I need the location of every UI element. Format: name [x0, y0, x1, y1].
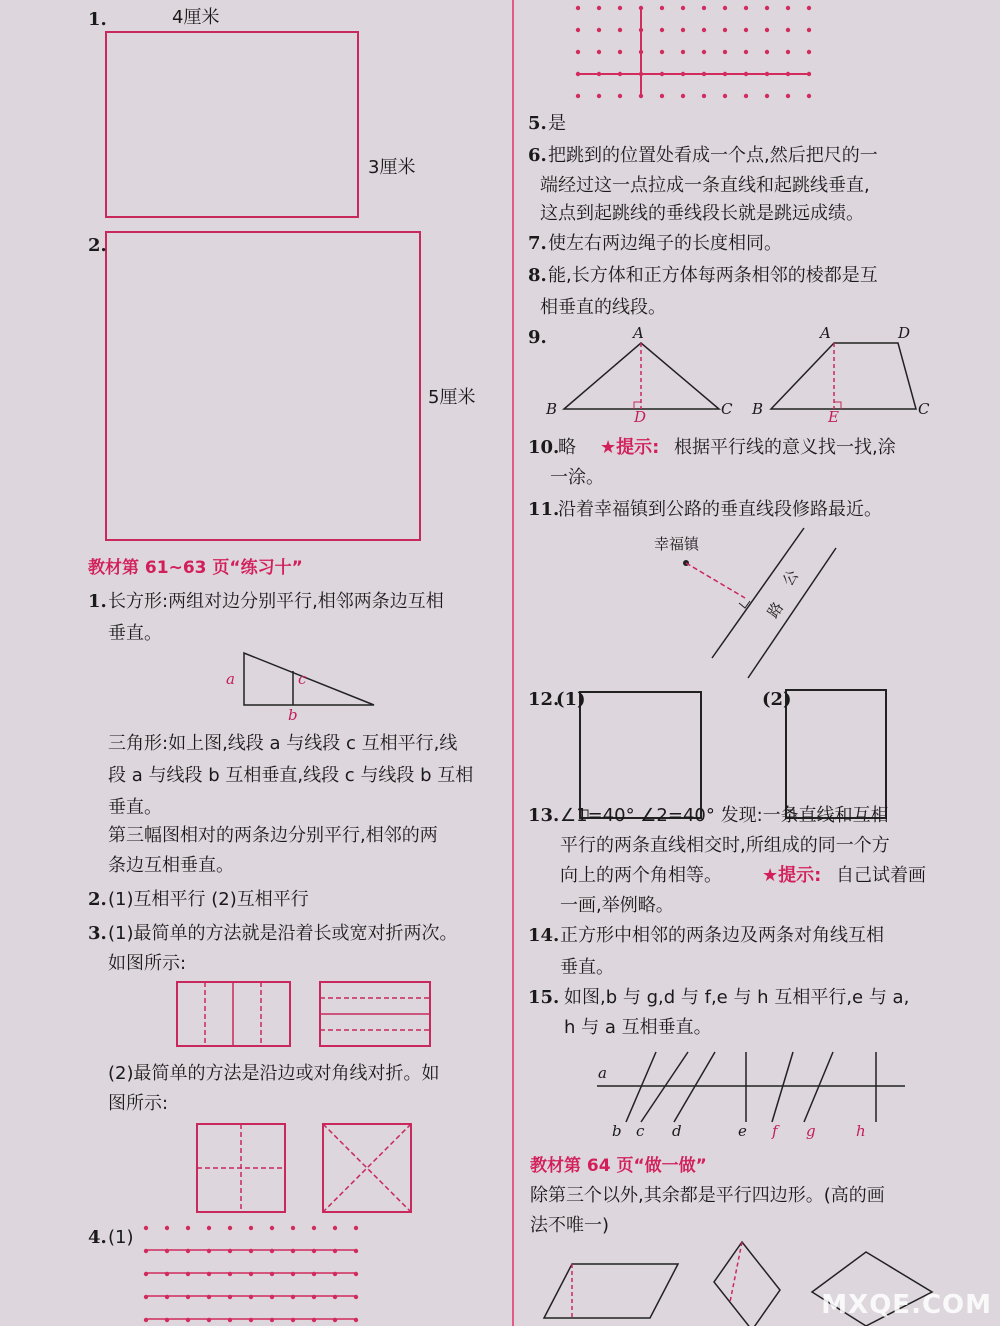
- grid-dot: [660, 50, 664, 54]
- grid-dot: [618, 6, 622, 10]
- r11-road-label-1: 公: [778, 566, 803, 590]
- r10-line2: 一涂。: [550, 467, 604, 488]
- r10-hint: ★提示:: [600, 437, 660, 458]
- grid-dot: [576, 6, 580, 10]
- trapezoid-abcd-figure: [771, 343, 916, 409]
- grid-dot: [270, 1226, 274, 1230]
- grid-dot: [660, 6, 664, 10]
- fold-rect-vertical: [177, 982, 290, 1046]
- q2-side-label: 5厘米: [428, 387, 476, 408]
- grid-dot: [702, 50, 706, 54]
- rect-figure-12-2: [786, 690, 886, 818]
- r13-line1: ∠1=40° ∠2=40° 发现:一条直线和互相: [560, 805, 889, 826]
- r13-line4: 一画,举例略。: [560, 895, 674, 916]
- p1b-line5: 条边互相垂直。: [108, 855, 234, 876]
- p3-line2: 如图所示:: [108, 953, 187, 974]
- r15-label-f: f: [772, 1122, 778, 1140]
- r11-number: 11.: [528, 499, 560, 520]
- grid-dot: [144, 1226, 148, 1230]
- grid-dot: [723, 94, 727, 98]
- r14-line2: 垂直。: [560, 957, 614, 978]
- grid-dot: [597, 28, 601, 32]
- fold-square-cross: [197, 1124, 285, 1212]
- r15-label-h: h: [856, 1122, 866, 1140]
- grid-dot: [807, 94, 811, 98]
- r15-label-c: c: [636, 1122, 645, 1140]
- r9-number: 9.: [528, 327, 547, 348]
- grid-dot: [576, 28, 580, 32]
- r16-line2: 法不唯一): [530, 1215, 610, 1236]
- grid-dot: [786, 6, 790, 10]
- grid-dot: [786, 28, 790, 32]
- p1-line1: 长方形:两组对边分别平行,相邻两条边互相: [108, 591, 444, 612]
- p2-text: (1)互相平行 (2)互相平行: [108, 889, 309, 910]
- r9-label-E2: E: [828, 408, 839, 426]
- grid-dot: [723, 28, 727, 32]
- grid-dot: [723, 6, 727, 10]
- p1b-line1: 三角形:如上图,线段 a 与线段 c 互相平行,线: [108, 733, 458, 754]
- r12-number: 12.: [528, 689, 560, 710]
- p3-line4: 图所示:: [108, 1093, 169, 1114]
- r14-line1: 正方形中相邻的两条边及两条对角线互相: [560, 925, 884, 946]
- r9-label-B2: B: [752, 400, 764, 418]
- p1b-line3: 垂直。: [108, 797, 162, 818]
- section-heading-exercise-10: 教材第 61~63 页“练习十”: [88, 558, 303, 578]
- grid-dot: [681, 6, 685, 10]
- r11-text: 沿着幸福镇到公路的垂直线段修路最近。: [558, 499, 882, 520]
- grid-dot: [618, 28, 622, 32]
- grid-dot: [765, 6, 769, 10]
- grid-dot: [786, 94, 790, 98]
- grid-dot: [702, 6, 706, 10]
- r5-number: 5.: [528, 113, 547, 134]
- r15-label-a: a: [598, 1064, 607, 1082]
- r15-line2: h 与 a 互相垂直。: [564, 1017, 712, 1038]
- r6-line2: 端经过这一点拉成一条直线和起跳线垂直,: [540, 175, 870, 196]
- grid-dot: [765, 28, 769, 32]
- q1-side-label: 3厘米: [368, 157, 416, 178]
- q2-number: 2.: [88, 235, 107, 256]
- r7-number: 7.: [528, 233, 547, 254]
- fold-rect-horizontal: [320, 982, 430, 1046]
- grid-dot: [165, 1226, 169, 1230]
- r5-text: 是: [548, 113, 566, 134]
- r12-sub1: (1): [556, 689, 586, 710]
- grid-dot: [681, 50, 685, 54]
- grid-dot: [333, 1226, 337, 1230]
- r9-label-B1: B: [546, 400, 558, 418]
- triangle-label-a: a: [226, 670, 235, 688]
- p1b-line4: 第三幅图相对的两条边分别平行,相邻的两: [108, 825, 438, 846]
- grid-dot: [681, 28, 685, 32]
- r10-text: 略: [558, 437, 576, 458]
- r9-label-C1: C: [721, 400, 733, 418]
- r8-line1: 能,长方体和正方体每两条相邻的棱都是互: [548, 265, 878, 286]
- r13-hint-text: 自己试着画: [836, 865, 926, 886]
- q1-number: 1.: [88, 9, 107, 30]
- r13-line3: 向上的两个角相等。: [560, 865, 722, 886]
- grid-dot: [702, 28, 706, 32]
- grid-dot: [618, 50, 622, 54]
- grid-dot: [807, 6, 811, 10]
- site-watermark: MXQE.COM: [821, 1290, 992, 1320]
- rectangle-4x3: [106, 32, 358, 217]
- grid-dot: [807, 50, 811, 54]
- r16-line1: 除第三个以外,其余都是平行四边形。(高的画: [530, 1185, 885, 1206]
- dot-grid-q4: [144, 1226, 358, 1322]
- parallelogram-figure-1: [544, 1264, 678, 1318]
- grid-dot: [597, 94, 601, 98]
- right-triangle-figure: [244, 653, 374, 705]
- grid-dot: [744, 28, 748, 32]
- grid-dot: [312, 1226, 316, 1230]
- r13-number: 13.: [528, 805, 560, 826]
- grid-dot: [597, 6, 601, 10]
- r15-label-b: b: [612, 1122, 622, 1140]
- dot-grid-top-right: [576, 6, 811, 98]
- grid-dot: [660, 28, 664, 32]
- road-figure: [683, 528, 836, 678]
- r15-label-e: e: [738, 1122, 747, 1140]
- p3-line3: (2)最简单的方法是沿边或对角线对折。如: [108, 1063, 440, 1084]
- q1-top-label: 4厘米: [172, 7, 220, 28]
- r8-line2: 相垂直的线段。: [540, 297, 666, 318]
- grid-dot: [249, 1226, 253, 1230]
- p3-number: 3.: [88, 923, 107, 944]
- r8-number: 8.: [528, 265, 547, 286]
- r10-number: 10.: [528, 437, 560, 458]
- r15-label-d: d: [672, 1122, 682, 1140]
- r6-line3: 这点到起跳线的垂线段长就是跳远成绩。: [540, 203, 864, 224]
- square-5cm: [106, 232, 420, 540]
- r6-line1: 把跳到的位置处看成一个点,然后把尺的一: [548, 145, 878, 166]
- grid-dot: [597, 50, 601, 54]
- grid-dot: [765, 50, 769, 54]
- grid-dot: [291, 1226, 295, 1230]
- grid-dot: [786, 50, 790, 54]
- p3-line1: (1)最简单的方法就是沿着长或宽对折两次。: [108, 923, 458, 944]
- triangle-abc-figure: [564, 343, 719, 409]
- grid-dot: [618, 94, 622, 98]
- r13-hint: ★提示:: [762, 865, 822, 886]
- r9-label-A2: A: [820, 324, 831, 342]
- rhombus-figure-2: [714, 1242, 780, 1326]
- r14-number: 14.: [528, 925, 560, 946]
- r11-road-label-2: 路: [763, 598, 788, 622]
- grid-dot: [681, 94, 685, 98]
- grid-dot: [576, 94, 580, 98]
- grid-dot: [702, 94, 706, 98]
- r13-line2: 平行的两条直线相交时,所组成的同一个方: [560, 835, 890, 856]
- grid-dot: [186, 1226, 190, 1230]
- p1b-line2: 段 a 与线段 b 互相垂直,线段 c 与线段 b 互相: [108, 765, 474, 786]
- p4-sub: (1): [108, 1227, 134, 1248]
- grid-dot: [354, 1226, 358, 1230]
- r6-number: 6.: [528, 145, 547, 166]
- r15-number: 15.: [528, 987, 560, 1008]
- triangle-label-b: b: [288, 706, 298, 724]
- r15-line1: 如图,b 与 g,d 与 f,e 与 h 互相平行,e 与 a,: [564, 987, 910, 1008]
- grid-dot: [723, 50, 727, 54]
- triangle-label-c: c: [298, 670, 307, 688]
- grid-dot: [744, 6, 748, 10]
- grid-dot: [228, 1226, 232, 1230]
- grid-dot: [207, 1226, 211, 1230]
- r10-hint-text: 根据平行线的意义找一找,涂: [674, 437, 896, 458]
- r11-town-label: 幸福镇: [654, 535, 700, 553]
- r9-label-D2: D: [898, 324, 911, 342]
- r15-label-g: g: [806, 1122, 816, 1140]
- r9-label-D1: D: [634, 408, 647, 426]
- parallel-lines-figure: [597, 1052, 905, 1122]
- grid-dot: [744, 94, 748, 98]
- grid-dot: [765, 94, 769, 98]
- r7-text: 使左右两边绳子的长度相同。: [548, 233, 782, 254]
- p1-line2: 垂直。: [108, 623, 162, 644]
- grid-dot: [807, 28, 811, 32]
- grid-dot: [744, 50, 748, 54]
- grid-dot: [660, 94, 664, 98]
- grid-dot: [576, 50, 580, 54]
- p1-number: 1.: [88, 591, 107, 612]
- r9-label-C2: C: [918, 400, 930, 418]
- p4-number: 4.: [88, 1227, 107, 1248]
- section-heading-do-it: 教材第 64 页“做一做”: [530, 1156, 707, 1176]
- fold-square-diagonal: [323, 1124, 411, 1212]
- r12-sub2: (2): [762, 689, 792, 710]
- r9-label-A1: A: [633, 324, 644, 342]
- rect-figure-12-1: [580, 692, 701, 818]
- p2-number: 2.: [88, 889, 107, 910]
